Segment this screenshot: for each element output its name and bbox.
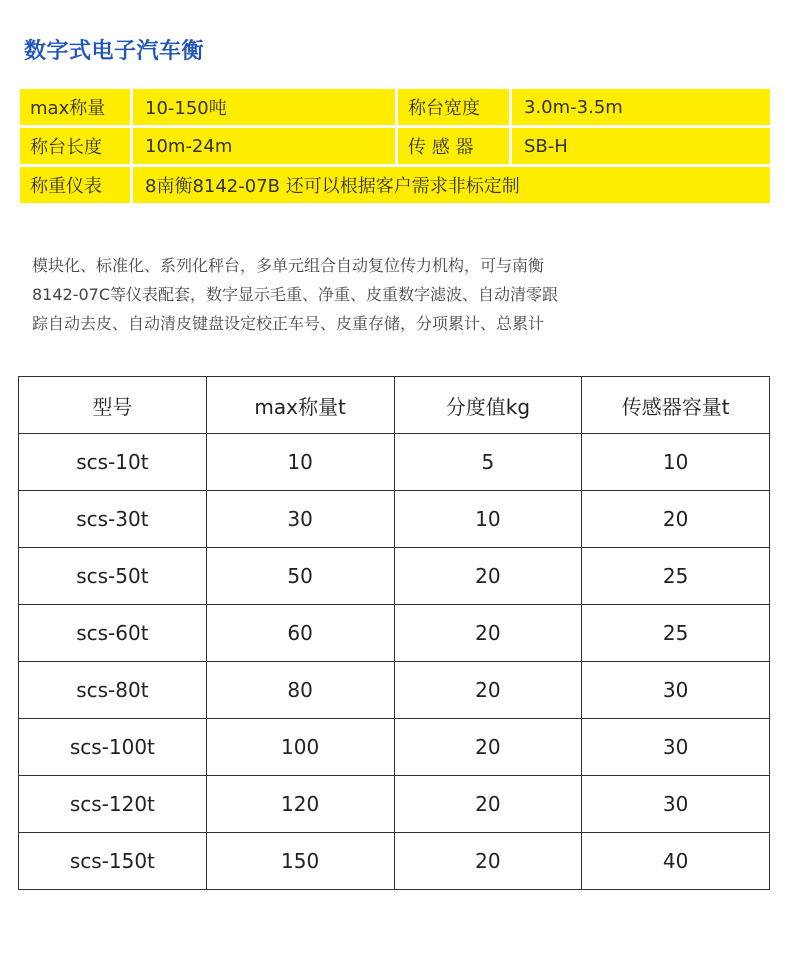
cell-max-capacity: 10 xyxy=(206,434,394,491)
spec-label-sensor: 传 感 器 xyxy=(398,128,509,164)
cell-max-capacity: 80 xyxy=(206,662,394,719)
table-row xyxy=(19,662,770,719)
cell-sensor-capacity: 20 xyxy=(582,491,770,548)
cell-model: scs-10t xyxy=(19,434,207,491)
spec-value-sensor: SB-H xyxy=(512,128,770,164)
cell-division: 10 xyxy=(394,491,582,548)
table-row xyxy=(19,605,770,662)
spec-label-indicator: 称重仪表 xyxy=(20,167,130,203)
table-row xyxy=(19,719,770,776)
spec-row xyxy=(20,89,770,125)
cell-max-capacity: 150 xyxy=(206,833,394,890)
table-row xyxy=(19,434,770,491)
cell-model: scs-50t xyxy=(19,548,207,605)
table-row xyxy=(19,776,770,833)
cell-model: scs-100t xyxy=(19,719,207,776)
cell-division: 5 xyxy=(394,434,582,491)
page-title: 数字式电子汽车衡 xyxy=(24,39,205,64)
spec-label-platform-length: 称台长度 xyxy=(20,128,130,164)
description-line: 模块化、标准化、系列化秤台，多单元组合自动复位传力机构，可与南衡 xyxy=(32,256,545,275)
cell-max-capacity: 30 xyxy=(206,491,394,548)
cell-max-capacity: 100 xyxy=(206,719,394,776)
spec-value-indicator: 8南衡8142-07B 还可以根据客户需求非标定制 xyxy=(133,167,770,203)
column-header-max-capacity: max称量t xyxy=(206,377,394,434)
cell-max-capacity: 50 xyxy=(206,548,394,605)
description xyxy=(32,251,732,338)
cell-division: 20 xyxy=(394,548,582,605)
cell-sensor-capacity: 30 xyxy=(582,662,770,719)
description-line: 踪自动去皮、自动清皮键盘设定校正车号、皮重存储，分项累计、总累计 xyxy=(32,314,545,333)
spec-value-platform-length: 10m-24m xyxy=(133,128,395,164)
cell-model: scs-30t xyxy=(19,491,207,548)
cell-division: 20 xyxy=(394,605,582,662)
cell-division: 20 xyxy=(394,833,582,890)
cell-division: 20 xyxy=(394,662,582,719)
model-table xyxy=(18,376,770,890)
spec-value-capacity: 10-150吨 xyxy=(133,89,395,125)
cell-sensor-capacity: 25 xyxy=(582,605,770,662)
cell-model: scs-80t xyxy=(19,662,207,719)
cell-model: scs-150t xyxy=(19,833,207,890)
cell-sensor-capacity: 10 xyxy=(582,434,770,491)
cell-division: 20 xyxy=(394,719,582,776)
cell-model: scs-60t xyxy=(19,605,207,662)
spec-value-platform-width: 3.0m-3.5m xyxy=(512,89,770,125)
cell-sensor-capacity: 30 xyxy=(582,776,770,833)
cell-max-capacity: 60 xyxy=(206,605,394,662)
cell-sensor-capacity: 40 xyxy=(582,833,770,890)
cell-division: 20 xyxy=(394,776,582,833)
spec-row xyxy=(20,167,770,203)
spec-grid xyxy=(20,89,770,206)
cell-sensor-capacity: 25 xyxy=(582,548,770,605)
column-header-model: 型号 xyxy=(19,377,207,434)
table-row xyxy=(19,548,770,605)
spec-label-platform-width: 称台宽度 xyxy=(398,89,509,125)
spec-row xyxy=(20,128,770,164)
column-header-division: 分度值kg xyxy=(394,377,582,434)
spec-label-capacity: max称量 xyxy=(20,89,130,125)
cell-model: scs-120t xyxy=(19,776,207,833)
cell-max-capacity: 120 xyxy=(206,776,394,833)
description-line: 8142-07C等仪表配套，数字显示毛重、净重、皮重数字滤波、自动清零跟 xyxy=(32,285,559,304)
table-header-row xyxy=(19,377,770,434)
table-row xyxy=(19,833,770,890)
cell-sensor-capacity: 30 xyxy=(582,719,770,776)
column-header-sensor-capacity: 传感器容量t xyxy=(582,377,770,434)
table-row xyxy=(19,491,770,548)
